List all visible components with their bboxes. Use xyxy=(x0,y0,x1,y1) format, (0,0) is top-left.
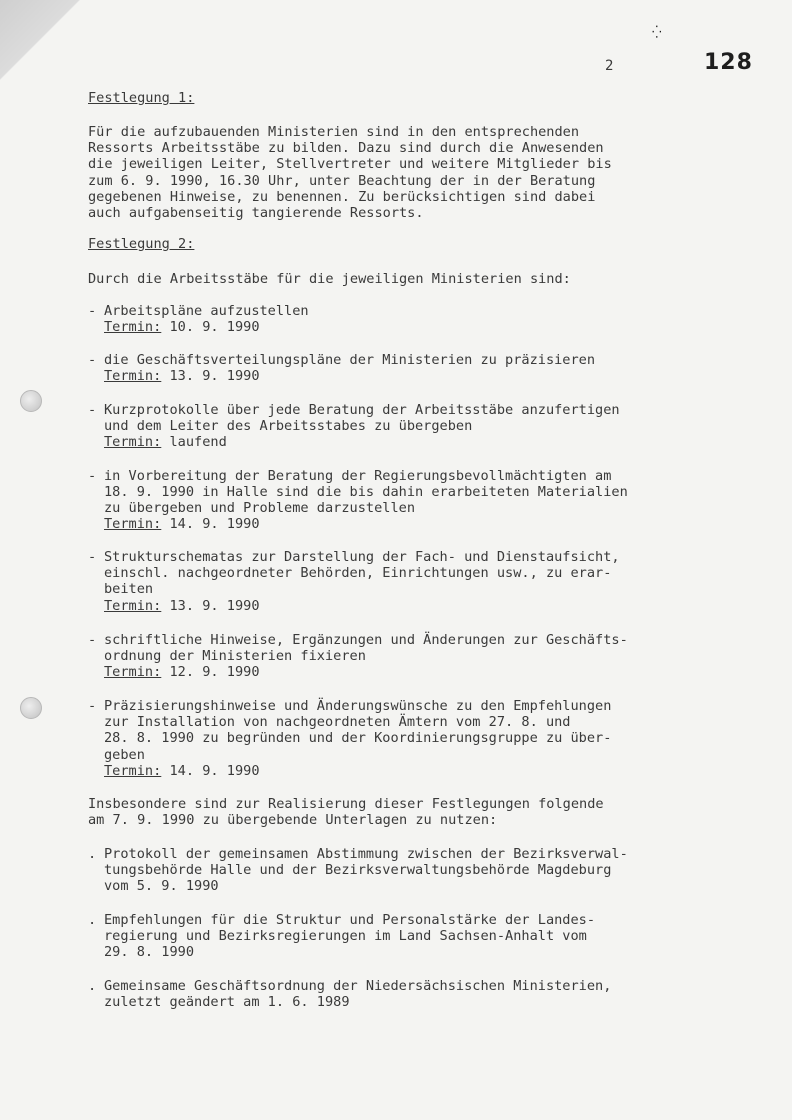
task-item: die Geschäftsverteilungspläne der Ministerien zu präzisieren xyxy=(104,352,596,368)
paragraph-festlegung-1: Für die aufzubauenden Ministerien sind in den entsprechenden Ressorts Arbeitsstäbe zu bilden. Dazu sind durch die Anwesenden die jeweiligen Leiter, Stellvertreter und weitere Mitglieder bis zum 6. 9. 1990, 16.30 Uhr, unter Beachtung der in der Beratung gegebenen Hinweise, zu benennen. Zu berücksichtigen sind dabei auch aufgabenseitig tangierende Ressorts. xyxy=(88,124,612,222)
deadline: Termin: 13. 9. 1990 xyxy=(104,598,260,614)
task-item: in Vorbereitung der Beratung der Regierungsbevollmächtigten am 18. 9. 1990 in Halle sind die bis dahin erarbeiteten Materialien zu übergeben und Probleme darzustellen xyxy=(104,468,628,517)
sheet-number: 128 xyxy=(704,50,753,75)
deadline: Termin: laufend xyxy=(104,434,227,450)
document-item: Protokoll der gemeinsamen Abstimmung zwischen der Bezirksverwal- tungsbehörde Halle und der Bezirksverwaltungsbehörde Magdeburg vom 5. 9. 1990 xyxy=(104,846,628,895)
folded-corner xyxy=(0,0,95,80)
deadline: Termin: 14. 9. 1990 xyxy=(104,763,260,779)
task-item: Kurzprotokolle über jede Beratung der Arbeitsstäbe anzufertigen und dem Leiter des Arbeitsstabes zu übergeben xyxy=(104,402,620,435)
dash-bullet: - xyxy=(88,549,97,565)
dash-bullet: - xyxy=(88,402,97,418)
deadline: Termin: 12. 9. 1990 xyxy=(104,664,260,680)
dot-bullet: . xyxy=(88,846,97,862)
heading-festlegung-1: Festlegung 1: xyxy=(88,90,195,106)
dash-bullet: - xyxy=(88,352,97,368)
dash-bullet: - xyxy=(88,468,97,484)
deadline: Termin: 13. 9. 1990 xyxy=(104,368,260,384)
task-item: Präzisierungshinweise und Änderungswünsche zu den Empfehlungen zur Installation von nachgeordneten Ämtern vom 27. 8. und 28. 8. 1990 zu begründen und der Koordinierungsgruppe zu über- geben xyxy=(104,698,612,763)
dash-bullet: - xyxy=(88,698,97,714)
heading-festlegung-2: Festlegung 2: xyxy=(88,236,195,252)
punch-hole-lower xyxy=(20,697,42,719)
document-item: Gemeinsame Geschäftsordnung der Niedersächsischen Ministerien, zuletzt geändert am 1. 6. 1989 xyxy=(104,978,612,1011)
deadline: Termin: 14. 9. 1990 xyxy=(104,516,260,532)
section2-intro: Durch die Arbeitsstäbe für die jeweiligen Ministerien sind: xyxy=(88,271,571,287)
deadline: Termin: 10. 9. 1990 xyxy=(104,319,260,335)
dot-bullet: . xyxy=(88,912,97,928)
task-item: Arbeitspläne aufzustellen xyxy=(104,303,309,319)
dot-bullet: . xyxy=(88,978,97,994)
task-item: Strukturschematas zur Darstellung der Fach- und Dienstaufsicht, einschl. nachgeordneter Behörden, Einrichtungen usw., zu erar- beiten xyxy=(104,549,620,598)
document-item: Empfehlungen für die Struktur und Personalstärke der Landes- regierung und Bezirksregierungen im Land Sachsen-Anhalt vom 29. 8. 1990 xyxy=(104,912,596,961)
punch-hole-upper xyxy=(20,390,42,412)
task-item: schriftliche Hinweise, Ergänzungen und Änderungen zur Geschäfts- ordnung der Ministerien fixieren xyxy=(104,632,628,665)
closing-paragraph: Insbesondere sind zur Realisierung dieser Festlegungen folgende am 7. 9. 1990 zu übergebende Unterlagen zu nutzen: xyxy=(88,796,604,829)
dash-bullet: - xyxy=(88,632,97,648)
ink-marks: ⁛ xyxy=(652,25,662,39)
dash-bullet: - xyxy=(88,303,97,319)
page-number: 2 xyxy=(605,58,614,74)
